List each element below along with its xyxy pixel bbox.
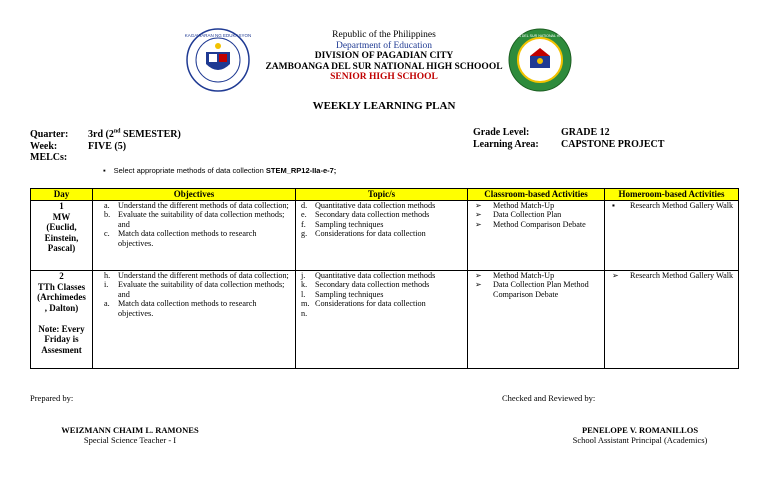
list-text: Research Method Gallery Walk	[630, 271, 734, 280]
topics-list-item	[299, 280, 464, 289]
reviewer-block	[540, 425, 740, 445]
classroom-cell	[468, 201, 605, 271]
list-text: Data Collection Plan Method Comparison Debate	[493, 280, 589, 299]
list-marker: ➢	[475, 271, 482, 280]
list-text: Method Comparison Debate	[493, 219, 586, 229]
melc-bullet: ▪	[103, 166, 106, 175]
day-line: 1	[59, 201, 64, 211]
department-line: Department of Education	[335, 40, 433, 51]
objectives-list-item	[96, 229, 292, 248]
table-header-row	[31, 189, 739, 201]
reviewer-name: PENELOPE V. ROMANILLOS	[581, 425, 699, 435]
list-marker: ▪	[612, 201, 615, 210]
objectives-list-item	[96, 280, 292, 299]
day-line: (Euclid,	[46, 222, 77, 232]
list-marker: d.	[301, 201, 308, 210]
list-marker: a.	[104, 201, 110, 210]
list-text: Quantitative data collection methods	[315, 201, 436, 210]
topics-list-item	[299, 299, 464, 308]
header-classroom: Classroom-based Activities	[468, 189, 605, 201]
day-line	[34, 313, 89, 324]
list-marker: e.	[301, 210, 307, 220]
topics-list-item	[299, 210, 464, 219]
week-label: Week:	[30, 140, 58, 152]
preparer-title: Special Science Teacher - I	[83, 435, 177, 445]
header-objectives: Objectives	[93, 189, 296, 201]
topics-list-item	[299, 220, 464, 229]
list-text: Considerations for data collection	[315, 299, 426, 309]
topics-list-item	[299, 271, 464, 280]
day-line: (Archimedes	[37, 292, 86, 302]
info-right	[473, 127, 664, 150]
weekly-plan-table	[30, 188, 739, 369]
classroom-list-item	[471, 271, 601, 280]
page-title: WEEKLY LEARNING PLAN	[312, 100, 456, 112]
day-cell	[31, 201, 93, 271]
preparer-name: WEIZMANN CHAIM L. RAMONES	[61, 425, 199, 435]
melcs-label: MELCs:	[30, 152, 68, 164]
day-line: Note: Every	[38, 323, 85, 334]
list-marker: a.	[104, 299, 110, 309]
list-marker: c.	[104, 229, 110, 239]
list-marker: ➢	[475, 280, 482, 290]
objectives-list-item	[96, 210, 292, 229]
classroom-list-item	[471, 201, 601, 210]
division-line: DIVISION OF PAGADIAN CITY	[314, 51, 454, 61]
day-line: TTh Classes	[37, 281, 86, 292]
list-marker: ➢	[475, 210, 482, 220]
list-marker: h.	[104, 271, 111, 280]
list-text: Method Match-Up	[493, 271, 555, 280]
list-marker: l.	[301, 289, 306, 299]
list-marker: k.	[301, 280, 308, 290]
list-text: Quantitative data collection methods	[315, 271, 436, 280]
list-marker: ➢	[612, 271, 619, 280]
list-text: Secondary data collection methods	[315, 280, 430, 290]
list-text: Evaluate the suitability of data collection methods; and	[118, 280, 285, 299]
melc-text: Select appropriate methods of data collection	[113, 166, 266, 175]
topics-list-item	[299, 309, 464, 318]
grade-label: Grade Level:	[473, 127, 530, 138]
topics-list-item	[299, 201, 464, 210]
melc-code: STEM_RP12-IIa-e-7;	[265, 166, 337, 175]
classroom-list-item	[471, 210, 601, 219]
list-marker: ➢	[475, 201, 482, 210]
classroom-list-item	[471, 220, 601, 229]
day-line: Assesment	[41, 344, 82, 355]
grade-value: GRADE 12	[561, 127, 610, 138]
day-cell	[31, 271, 93, 369]
day-line: , Dalton)	[44, 302, 79, 313]
list-text: Understand the different methods of data collection;	[118, 271, 289, 280]
objectives-cell	[93, 201, 296, 271]
objectives-cell	[93, 271, 296, 369]
header-day: Day	[31, 189, 93, 201]
week-value: FIVE (5)	[88, 140, 127, 152]
header-topics: Topic/s	[296, 189, 468, 201]
list-text: Secondary data collection methods	[315, 210, 430, 220]
quarter-rest: SEMESTER)	[120, 129, 181, 141]
senior-high-line: SENIOR HIGH SCHOOL	[330, 72, 438, 82]
quarter-value: 3rd (2	[88, 129, 114, 141]
list-text: Understand the different methods of data collection;	[118, 201, 289, 210]
table-row	[31, 201, 739, 271]
objectives-list-item	[96, 271, 292, 280]
area-label: Learning Area:	[473, 138, 539, 150]
list-text: Method Match-Up	[493, 201, 555, 210]
school-line: ZAMBOANGA DEL SUR NATIONAL HIGH SCHOOOL	[265, 61, 503, 72]
quarter-sup: nd	[113, 129, 121, 135]
topics-cell	[296, 201, 468, 271]
list-marker: b.	[104, 210, 111, 220]
prepared-by-label: Prepared by:	[30, 393, 74, 403]
list-text: Evaluate the suitability of data collection methods; and	[118, 210, 285, 229]
topics-list-item	[299, 290, 464, 299]
day-line: Pascal)	[47, 243, 76, 253]
homeroom-cell	[605, 271, 739, 369]
topics-list-item	[299, 229, 464, 238]
list-text: Match data collection methods to research objectives.	[118, 229, 257, 248]
area-value: CAPSTONE PROJECT	[561, 138, 665, 150]
checked-by-label: Checked and Reviewed by:	[502, 393, 596, 403]
left-seal-text: KAGAWARAN NG EDUKASYON	[184, 33, 252, 38]
list-text: Sampling techniques	[315, 289, 384, 299]
list-text: Match data collection methods to research objectives.	[118, 299, 257, 318]
objectives-list-item	[96, 299, 292, 318]
objectives-list-item	[96, 201, 292, 210]
list-text: Considerations for data collection	[315, 229, 426, 239]
homeroom-cell	[605, 201, 739, 271]
list-text: Data Collection Plan	[493, 210, 562, 220]
header-homeroom: Homeroom-based Activities	[605, 189, 739, 201]
list-marker: f.	[301, 219, 306, 229]
day-line: Einstein,	[44, 232, 79, 243]
republic-line: Republic of the Philippines	[332, 30, 436, 40]
right-seal-text: ZAMBOANGA DEL SUR NATIONAL HIGH SCHOOL	[498, 34, 582, 38]
info-left	[30, 127, 181, 164]
reviewer-title: School Assistant Principal (Academics)	[572, 435, 708, 445]
list-marker: g.	[301, 229, 308, 239]
table-row	[31, 271, 739, 369]
homeroom-list-item	[608, 201, 735, 210]
list-marker: m.	[301, 299, 310, 309]
list-marker: n.	[301, 308, 308, 318]
day-line: 2	[59, 271, 64, 281]
list-marker: i.	[104, 280, 109, 290]
classroom-cell	[468, 271, 605, 369]
list-marker: ➢	[475, 219, 482, 229]
melc-line	[103, 166, 336, 175]
day-line: Friday is	[44, 334, 79, 344]
letterhead	[0, 30, 768, 83]
day-line: MW	[52, 211, 71, 222]
classroom-list-item	[471, 280, 601, 299]
quarter-label: Quarter:	[30, 129, 69, 141]
list-text: Sampling techniques	[315, 219, 384, 229]
list-text: Research Method Gallery Walk	[630, 201, 734, 210]
list-marker: j.	[301, 271, 306, 280]
homeroom-list-item	[608, 271, 735, 280]
preparer-block	[30, 425, 230, 445]
topics-cell	[296, 271, 468, 369]
